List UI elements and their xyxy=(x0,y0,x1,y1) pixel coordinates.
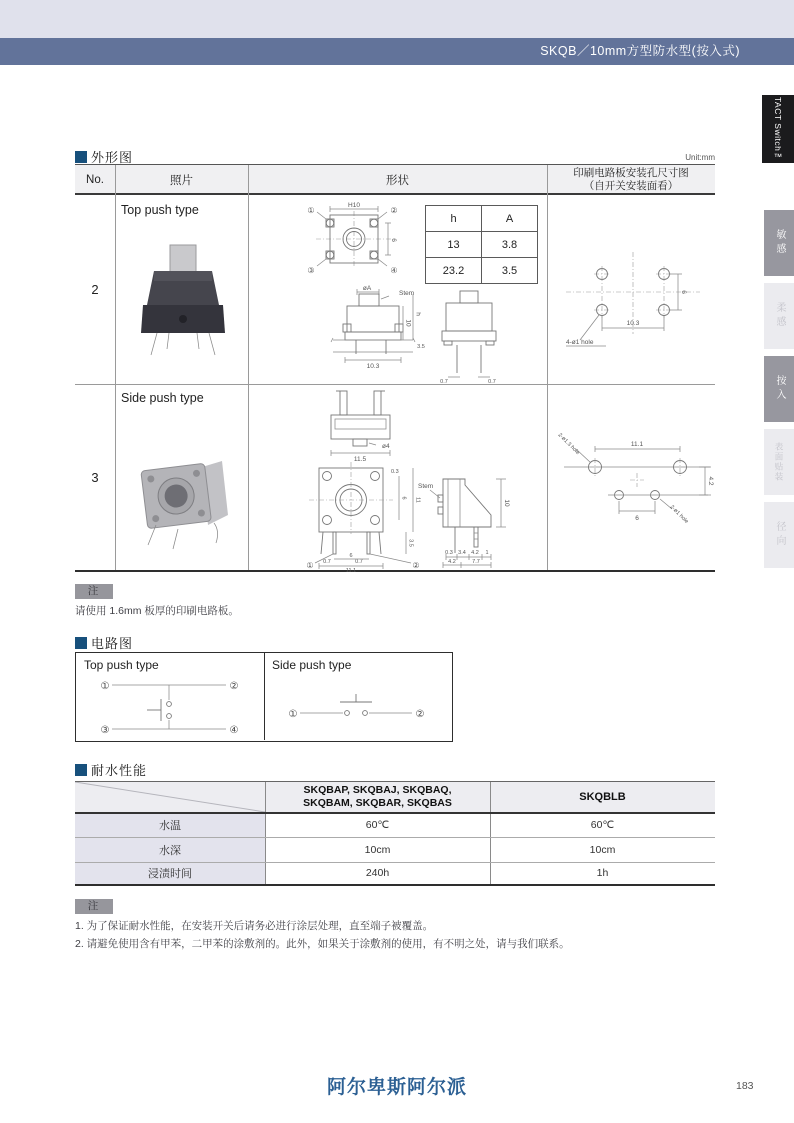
pin-number: ④ xyxy=(390,266,398,275)
row2-ha-table xyxy=(425,205,538,284)
dim-label: 0.7 xyxy=(355,559,363,565)
dim-label: 10 xyxy=(503,499,510,507)
table-row-divider xyxy=(75,837,715,838)
row3-type-label: Side push type xyxy=(121,391,204,405)
dim-label: h xyxy=(414,312,422,316)
dim-label: 6 xyxy=(635,515,639,522)
water-value: 10cm xyxy=(589,843,616,856)
circuit-top-push-diagram xyxy=(85,675,255,739)
dim-label: 10.3 xyxy=(626,320,640,327)
table-divider xyxy=(490,782,491,884)
diagonal-line xyxy=(75,782,265,812)
dim-label: øA xyxy=(362,285,372,292)
ha-value: 13 xyxy=(426,232,482,258)
terminal-number: ① xyxy=(100,681,110,692)
row3-pcb-hole-diagram xyxy=(550,427,726,532)
hole-callout: 2-ø1.3 hole xyxy=(556,432,581,457)
col-header-pcb: 印刷电路板安装孔尺寸图 （自开关安装面看） xyxy=(573,167,689,192)
terminal-number: ② xyxy=(229,681,239,692)
page-header-bar xyxy=(0,38,794,65)
row3-product-photo xyxy=(120,441,248,553)
circuit-right-label: Side push type xyxy=(272,658,352,672)
pin-number: ① xyxy=(306,561,314,570)
dim-label: 6 xyxy=(680,290,687,294)
dim-label: 0.7 xyxy=(488,379,496,385)
col-header-photo: 照片 xyxy=(170,175,193,187)
ha-value: 3.8 xyxy=(482,232,538,258)
water-header-corner xyxy=(75,782,265,812)
dim-label: 4.2 xyxy=(707,476,714,486)
table-divider xyxy=(115,165,116,570)
row3-side-view-drawing xyxy=(416,467,513,570)
row2-product-photo xyxy=(127,237,239,367)
row3-number: 3 xyxy=(91,469,99,485)
water-row-label: 水深 xyxy=(75,837,265,862)
water-header-models-a: SKQBAP, SKQBAJ, SKQBAQ, SKQBAM, SKQBAR, SKQBAS xyxy=(265,782,490,812)
col-header-shape: 形状 xyxy=(386,175,409,187)
pin-number: ① xyxy=(307,206,315,215)
water-header-models-b: SKQBLB xyxy=(490,782,715,812)
pin-number: ③ xyxy=(307,266,315,275)
water-note-2: 2. 请避免使用含有甲苯，二甲苯的涂敷剂的。此外，如果关于涂敷剂的使用，有不明之处，请与我们联系。 xyxy=(75,938,570,950)
alps-alpine-logo: 阿尔卑斯阿尔派 xyxy=(326,1077,467,1098)
row2-front-view-drawing xyxy=(430,287,508,385)
water-row-label: 水温 xyxy=(75,812,265,837)
tab-radial[interactable]: 径向 xyxy=(764,502,794,568)
row2-type-label: Top push type xyxy=(121,203,199,217)
row3-front-view-drawing xyxy=(303,462,423,572)
table-divider xyxy=(248,165,249,570)
ha-header-h: h xyxy=(426,206,482,232)
water-value: 240h xyxy=(365,867,390,879)
circuit-left-label: Top push type xyxy=(84,658,159,672)
pin-number: ② xyxy=(412,561,420,570)
water-resistance-table xyxy=(75,781,715,886)
tab-push-in[interactable]: 按入 xyxy=(764,356,794,422)
section-title-water: 耐水性能 xyxy=(75,760,147,779)
hole-callout: 2-ø1 hole xyxy=(668,504,690,525)
row2-top-view-drawing xyxy=(300,201,405,281)
blue-square-icon xyxy=(75,637,87,649)
ha-value: 23.2 xyxy=(426,258,482,284)
water-value: 60℃ xyxy=(590,818,615,831)
tab-tact-switch[interactable]: TACT Switch™ xyxy=(762,95,794,163)
terminal-number: ② xyxy=(415,709,425,720)
pin-number: ② xyxy=(390,206,398,215)
water-row-label: 浸渍时间 xyxy=(75,862,265,884)
col-header-no: No. xyxy=(86,174,104,186)
dim-label: 11.1 xyxy=(630,441,644,448)
circuit-box xyxy=(75,652,453,742)
water-value: 1h xyxy=(596,867,609,879)
dim-label: 6 xyxy=(400,496,407,500)
ha-header-a: A xyxy=(482,206,538,232)
tab-smd[interactable]: 表面贴装 xyxy=(764,429,794,495)
row2-side-view-drawing xyxy=(323,284,427,384)
dim-label: 6 xyxy=(390,238,397,242)
water-value: 60℃ xyxy=(365,818,390,831)
dim-label: 4.2 xyxy=(448,559,456,565)
dim-label: 0.3 xyxy=(391,469,399,475)
unit-label: Unit:mm xyxy=(685,153,715,162)
note-badge: 注 xyxy=(75,899,113,914)
terminal-number: ④ xyxy=(229,725,239,736)
dim-label: 0.7 xyxy=(323,559,331,565)
dim-label: 0.3 xyxy=(445,550,453,556)
tab-soft[interactable]: 柔感 xyxy=(764,283,794,349)
dim-label: ø4 xyxy=(382,443,390,450)
page-number: 183 xyxy=(736,1080,754,1092)
section-title-outline: 外形图 xyxy=(75,147,133,166)
water-value: 10cm xyxy=(364,843,391,856)
dim-label: 3.5 xyxy=(407,539,414,547)
row2-number: 2 xyxy=(91,282,99,297)
outline-note-text: 请使用 1.6mm 板厚的印刷电路板。 xyxy=(75,605,239,617)
dim-label: 3.5 xyxy=(417,344,425,350)
table-header-border xyxy=(75,812,715,814)
section-title-circuit: 电路图 xyxy=(75,633,133,652)
table-divider xyxy=(265,782,266,884)
table-row-divider xyxy=(75,862,715,863)
dim-label: H10 xyxy=(348,202,360,209)
top-band xyxy=(0,0,794,38)
stem-label: Stem xyxy=(399,290,415,297)
dim-label: 7.7 xyxy=(472,559,480,565)
dim-label: 10 xyxy=(404,319,412,327)
page-title: SKQB／10mm方型防水型(按入式) xyxy=(540,44,740,58)
dim-label: 6 xyxy=(349,553,353,559)
stem-label: Stem xyxy=(418,483,434,490)
note-badge: 注 xyxy=(75,584,113,599)
dim-label: 4.2 xyxy=(471,550,479,556)
dim-label: 1 xyxy=(485,550,489,556)
dim-label: 11 xyxy=(414,497,421,503)
hole-callout: 4-ø1 hole xyxy=(566,339,594,346)
dim-label: 11.1 xyxy=(345,568,357,572)
water-note-1: 1. 为了保证耐水性能，在安装开关后请务必进行涂层处理，直至端子被覆盖。 xyxy=(75,920,434,932)
row2-pcb-hole-diagram xyxy=(558,244,708,349)
circuit-side-push-diagram xyxy=(272,675,444,739)
blue-square-icon xyxy=(75,764,87,776)
blue-square-icon xyxy=(75,151,87,163)
dim-label: 0.7 xyxy=(440,379,448,385)
table-row-divider xyxy=(75,384,715,385)
table-divider xyxy=(547,165,548,570)
tab-sensitive[interactable]: 敏感 xyxy=(764,210,794,276)
circuit-divider xyxy=(264,653,265,740)
dim-label: 10.3 xyxy=(366,363,380,370)
ha-value: 3.5 xyxy=(482,258,538,284)
outline-table xyxy=(75,164,715,572)
row3-top-view-drawing xyxy=(310,389,412,462)
dim-label: 3.4 xyxy=(458,550,466,556)
terminal-number: ③ xyxy=(100,725,110,736)
dim-label: 11.5 xyxy=(353,456,367,462)
terminal-number: ① xyxy=(288,709,298,720)
